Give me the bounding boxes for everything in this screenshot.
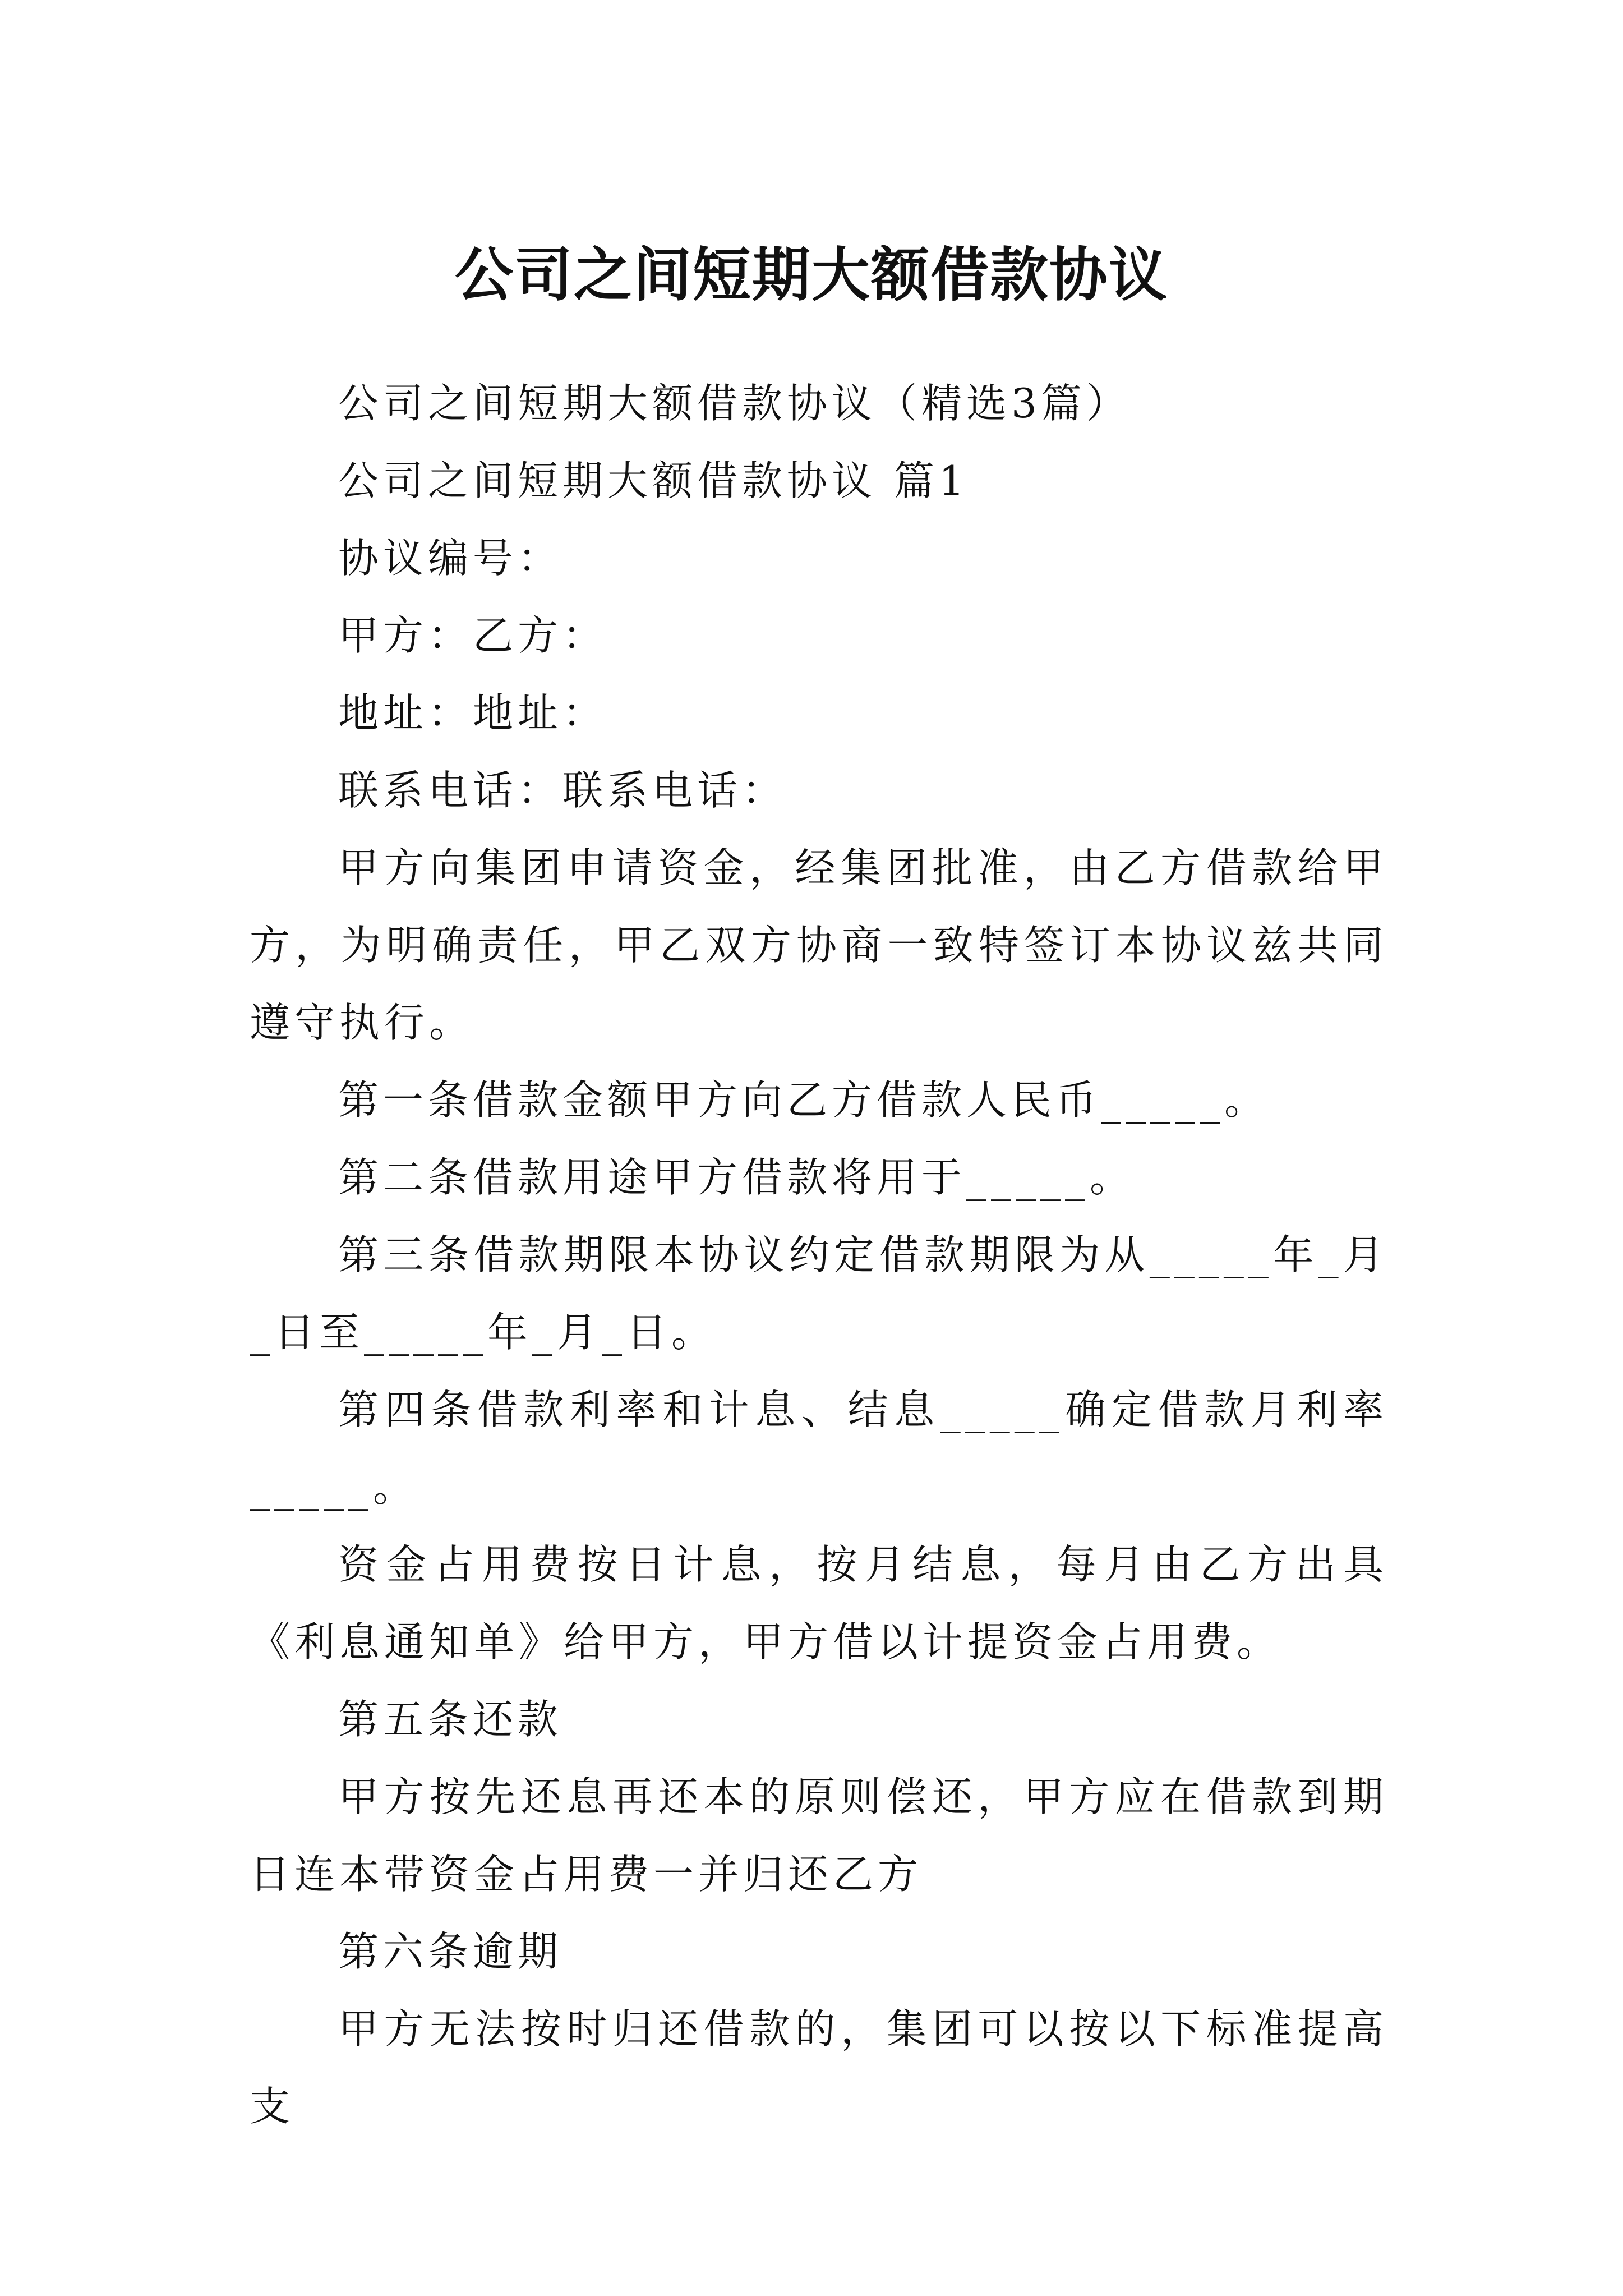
paragraph-preamble: 甲方向集团申请资金，经集团批准，由乙方借款给甲方，为明确责任，甲乙双方协商一致特签订本协议兹共同遵守执行。 (250, 844, 1388, 1046)
paragraph-article-2: 第二条借款用途甲方借款将用于_____。 (338, 1154, 1135, 1201)
paragraph-repayment-terms: 甲方按先还息再还本的原则偿还，甲方应在借款到期日连本带资金占用费一并归还乙方 (250, 1773, 1388, 1898)
paragraph-overdue-terms: 甲方无法按时归还借款的，集团可以按以下标准提高支 (250, 2005, 1388, 2130)
paragraph-addresses: 地址：地址： (338, 689, 608, 737)
paragraph-subtitle: 公司之间短期大额借款协议（精选3篇） (338, 380, 1131, 427)
paragraph-article-5-heading: 第五条还款 (338, 1696, 563, 1743)
paragraph-interest-terms: 资金占用费按日计息，按月结息，每月由乙方出具《利息通知单》给甲方，甲方借以计提资金占用费。 (250, 1541, 1388, 1665)
paragraph-parties: 甲方：乙方： (338, 612, 608, 659)
paragraph-agreement-number: 协议编号： (338, 535, 563, 582)
paragraph-section-heading: 公司之间短期大额借款协议 篇1 (338, 457, 969, 504)
paragraph-article-3: 第三条借款期限本协议约定借款期限为从_____年_月_日至_____年_月_日。 (250, 1231, 1388, 1356)
paragraph-phones: 联系电话：联系电话： (338, 767, 787, 814)
paragraph-article-1: 第一条借款金额甲方向乙方借款人民币_____。 (338, 1076, 1270, 1124)
document-title: 公司之间短期大额借款协议 (454, 240, 1168, 309)
paragraph-article-6-heading: 第六条逾期 (338, 1928, 563, 1975)
paragraph-article-4: 第四条借款利率和计息、结息_____确定借款月利率_____。 (250, 1386, 1388, 1511)
document-body (250, 365, 1388, 2145)
